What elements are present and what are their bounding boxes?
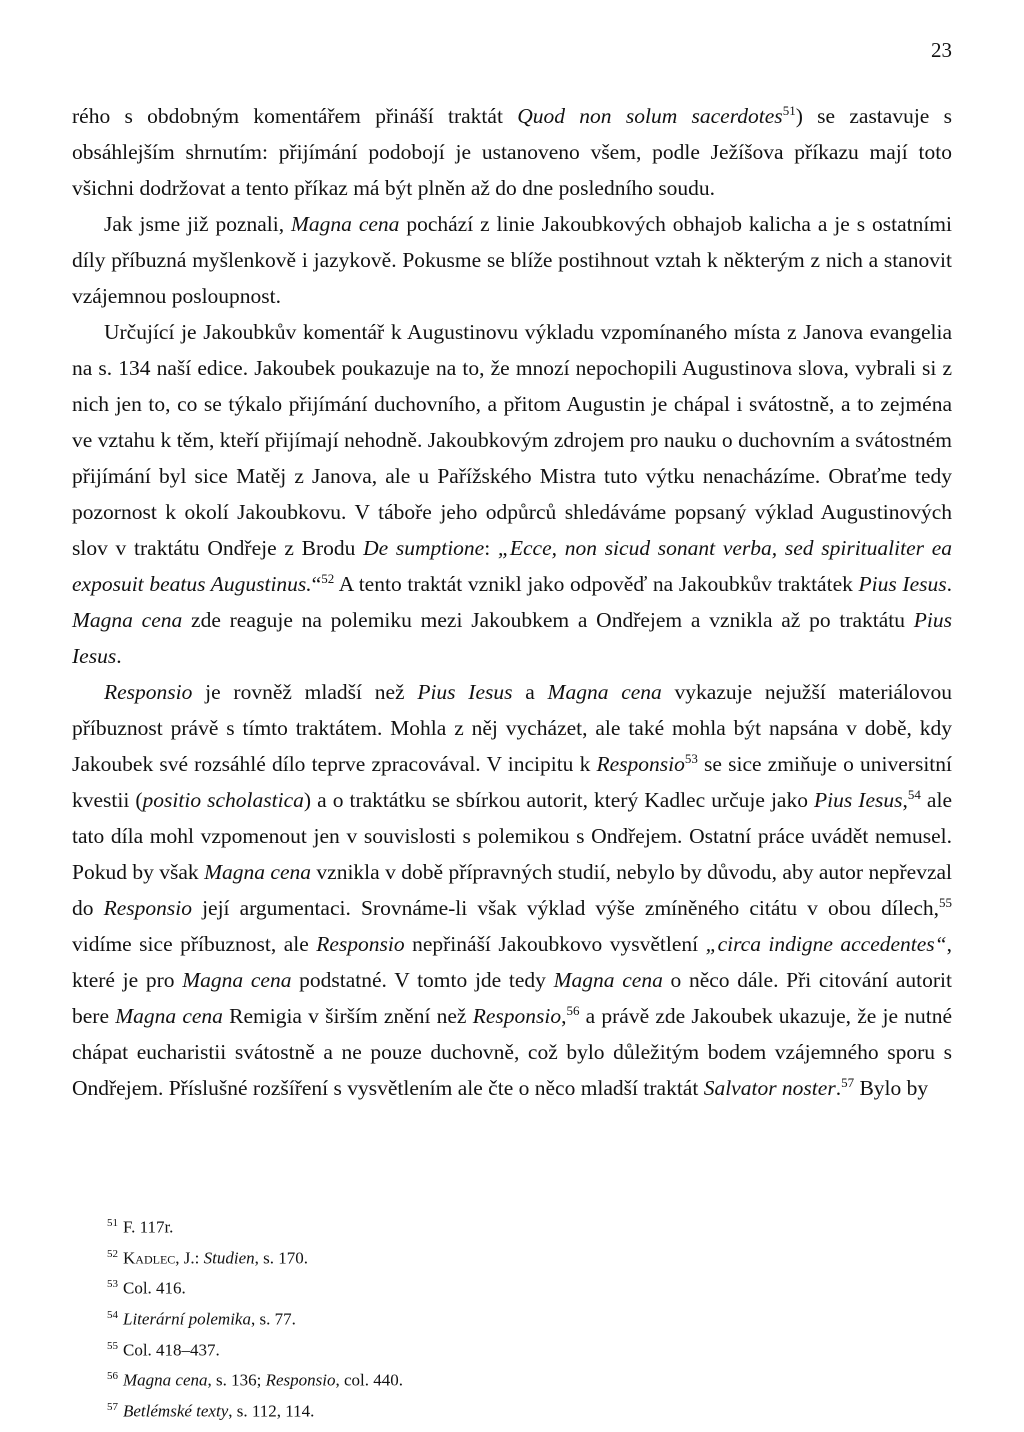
footnote-54 xyxy=(107,1302,867,1333)
footnote-51 xyxy=(107,1210,867,1241)
footnote-number: 53 xyxy=(107,1278,118,1291)
footnote-text: F. 117r. xyxy=(123,1217,174,1237)
footnote-text: Col. 418–437. xyxy=(123,1340,220,1360)
footnote-55 xyxy=(107,1333,867,1364)
footnote-number: 57 xyxy=(107,1400,118,1413)
footnotes xyxy=(107,1210,867,1425)
page-number: 23 xyxy=(931,38,952,62)
paragraph-2: Jak jsme již poznali, Magna cena pochází z linie Jakoubkových obhajob kalicha a je s ostatními díly příbuzná myšlenkově i jazykově. Pokusme se blíže postihnout vztah k některým z nich a stanovit vzájemnou posloupnost. xyxy=(72,212,953,308)
footnote-text: Magna cena, s. 136; Responsio, col. 440. xyxy=(123,1370,404,1390)
footnote-text: Kadlec, J.: Studien, s. 170. xyxy=(123,1248,308,1268)
footnote-text: Betlémské texty, s. 112, 114. xyxy=(123,1401,315,1421)
footnote-52 xyxy=(107,1241,867,1272)
footnote-text: Col. 416. xyxy=(123,1278,186,1298)
footnote-53 xyxy=(107,1271,867,1302)
footnote-text: Literární polemika, s. 77. xyxy=(123,1309,296,1329)
footnote-number: 54 xyxy=(107,1308,118,1321)
footnote-number: 52 xyxy=(107,1247,118,1260)
paragraph-3: Určující je Jakoubkův komentář k Augustinovu výkladu vzpomínaného místa z Janova evangelia na s. 134 naší edice. Jakoubek poukazuje na to, že mnozí nepochopili Augustinova slova, vybrali si z nich jen to, co se týkalo přijímání duchovního, a přitom Augustin je chápal i svátostně, a to zejména ve vztahu k těm, kteří přijímají nehodně. Jakoubkovým zdrojem pro nauku o duchovním a svátostném přijímání byl sice Matěj z Janova, ale u Pařížského Mistra tuto výtku nenacházíme. Obraťme tedy pozornost k okolí Jakoubkovu. V táboře jeho odpůrců shledáváme popsaný výklad Augustinových slov v traktátu Ondřeje z Brodu De sumptione: „Ecce, non sicud sonant verba, sed spiritualiter ea exposuit beatus Augustinus.“$^{52}$ A tento traktát vznikl jako odpověď na Jakoubkův traktátek Pius Iesus. Magna cena zde reaguje na polemiku mezi Jakoubkem a Ondřejem a vznikla až po traktátu Pius Iesus. xyxy=(72,320,952,668)
paragraph-1: rého s obdobným komentářem přináší traktát Quod non solum sacerdotes$^{51}$) se zastavuje s obsáhlejším shrnutím: přijímání podobojí je ustanoveno všem, podle Ježíšova příkazu mají toto všichni dodržovat a tento příkaz má být plněn až do dne posledního soudu. xyxy=(72,102,953,200)
footnote-number: 56 xyxy=(107,1370,118,1383)
footnote-number: 51 xyxy=(107,1217,118,1229)
footnote-number: 55 xyxy=(107,1339,118,1352)
footnote-57 xyxy=(107,1394,867,1425)
footnote-56 xyxy=(107,1363,867,1394)
main-text xyxy=(72,98,952,1106)
paragraph-4: Responsio je rovněž mladší než Pius Iesus a Magna cena vykazuje nejužší materiálovou příbuznost právě s tímto traktátem. Mohla z něj vycházet, ale také mohla být napsána v době, kdy Jakoubek své rozsáhlé dílo teprve zpracovával. V incipitu k Responsio$^{53}$ se sice zmiňuje o universitní kvestii (positio scholastica) a o traktátku se sbírkou autorit, který Kadlec určuje jako Pius Iesus,$^{54}$ ale tato díla mohl vzpomenout jen v souvislosti s polemikou s Ondřejem. Ostatní práce uvádět nemusel. Pokud by však Magna cena vznikla v době přípravných studií, nebylo by důvodu, aby autor nepřevzal do Responsio její argumentaci. Srovnáme-li však výklad výše zmíněného citátu v obou dílech,$^{55}$ vidíme sice příbuznost, ale Responsio nepřináší Jakoubkovo vysvětlení „circa indigne accedentes“, které je pro Magna cena podstatné. V tomto jde tedy Magna cena o něco dále. Při citování autorit bere Magna cena Remigia v širším znění než Responsio,$^{56}$ a právě zde Jakoubek ukazuje, že je nutné chápat eucharistii svátostně a ne pouze duchovně, což bylo důležitým bodem vzájemného sporu s Ondřejem. Příslušné rozšíření s vysvětlením ale čte o něco mladší traktát Salvator noster.$^{57}$ Bylo by xyxy=(72,680,953,1100)
